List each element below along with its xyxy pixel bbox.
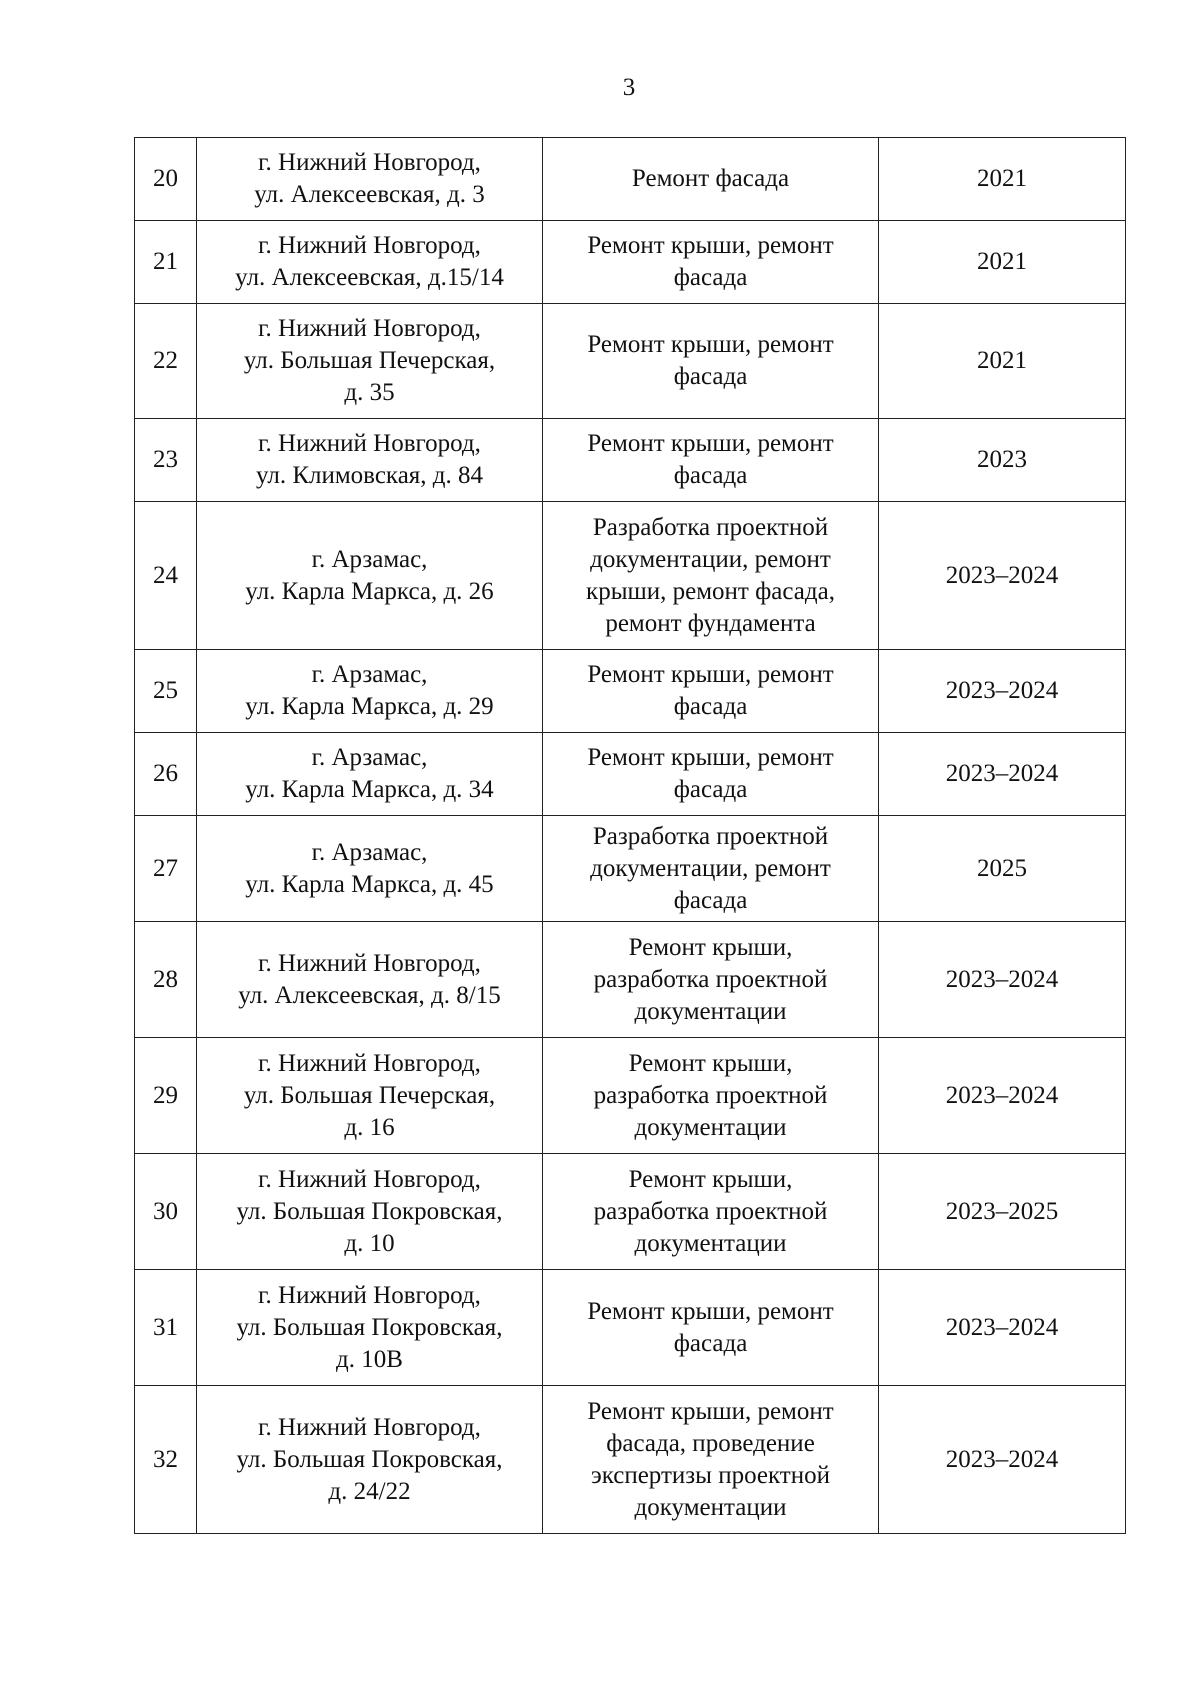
table-row <box>135 138 1126 221</box>
work-cell-line: документации, ремонт <box>590 854 831 882</box>
address-cell-line: г. Арзамас, <box>311 661 428 688</box>
work-cell-line: документации <box>634 1229 787 1257</box>
row-number: 30 <box>135 1154 197 1270</box>
work-cell-line: фасада <box>673 1329 748 1357</box>
row-number: 23 <box>135 419 197 502</box>
address-cell-line: д. 10В <box>336 1345 403 1373</box>
address-cell-line: г. Нижний Новгород, <box>258 232 481 259</box>
address-cell-line: г. Нижний Новгород, <box>258 1281 481 1309</box>
address-cell-line: д. 24/22 <box>328 1477 411 1505</box>
work-cell-line: разработка проектной <box>593 1081 828 1109</box>
work-cell <box>543 1038 879 1154</box>
work-cell <box>543 304 879 419</box>
address-cell <box>197 502 543 650</box>
objects-table <box>134 137 1126 1534</box>
table-row <box>135 419 1126 502</box>
table-row <box>135 650 1126 733</box>
work-cell-line: Ремонт крыши, <box>628 1165 793 1193</box>
years-cell: 2021 <box>879 138 1126 221</box>
work-cell-line: Разработка проектной <box>592 822 829 850</box>
work-cell <box>543 650 879 733</box>
years-cell: 2021 <box>879 221 1126 304</box>
table-row <box>135 304 1126 419</box>
work-cell-line: Ремонт крыши, ремонт <box>587 1397 834 1425</box>
row-number: 25 <box>135 650 197 733</box>
work-cell <box>543 1154 879 1270</box>
work-cell <box>543 733 879 816</box>
table-row <box>135 1270 1126 1386</box>
table-body <box>135 138 1126 1534</box>
work-cell-line: документации <box>634 1113 787 1141</box>
address-cell-line: ул. Климовская, д. 84 <box>255 462 484 489</box>
address-cell <box>197 1386 543 1534</box>
work-cell-line: фасада <box>673 363 748 390</box>
work-cell-line: Ремонт крыши, ремонт <box>587 661 834 688</box>
address-cell-line: д. 16 <box>344 1113 395 1141</box>
row-number: 27 <box>135 816 197 922</box>
work-cell-line: Ремонт крыши, <box>628 1049 793 1077</box>
address-cell-line: ул. Карла Маркса, д. 45 <box>245 870 494 898</box>
address-cell <box>197 922 543 1038</box>
address-cell-line: г. Нижний Новгород, <box>258 1165 481 1193</box>
address-cell-line: г. Нижний Новгород, <box>258 1049 481 1077</box>
address-cell <box>197 304 543 419</box>
work-cell-line: Ремонт крыши, ремонт <box>587 744 834 771</box>
work-cell <box>543 816 879 922</box>
address-cell-line: ул. Алексеевская, д. 8/15 <box>238 981 501 1009</box>
address-cell-line: д. 35 <box>344 379 395 406</box>
address-cell-line: ул. Карла Маркса, д. 26 <box>245 577 494 605</box>
address-cell-line: ул. Большая Покровская, <box>236 1197 503 1225</box>
address-cell-line: г. Нижний Новгород, <box>258 949 481 977</box>
years-cell: 2023 <box>879 419 1126 502</box>
row-number: 26 <box>135 733 197 816</box>
work-cell-line: Ремонт крыши, <box>628 933 793 961</box>
work-cell-line: Ремонт крыши, ремонт <box>587 1297 834 1325</box>
address-cell-line: г. Арзамас, <box>311 744 428 771</box>
work-cell-line: Ремонт фасада <box>631 165 790 192</box>
row-number: 28 <box>135 922 197 1038</box>
work-cell-line: фасада <box>673 886 748 914</box>
work-cell-line: фасада <box>673 693 748 720</box>
years-cell: 2023–2024 <box>879 733 1126 816</box>
address-cell <box>197 1270 543 1386</box>
address-cell <box>197 138 543 221</box>
row-number: 29 <box>135 1038 197 1154</box>
work-cell-line: фасада, проведение <box>606 1429 815 1457</box>
work-cell-line: документации <box>634 1493 787 1521</box>
address-cell-line: г. Нижний Новгород, <box>258 1413 481 1441</box>
table-row <box>135 733 1126 816</box>
work-cell-line: фасада <box>673 776 748 803</box>
years-cell: 2023–2025 <box>879 1154 1126 1270</box>
address-cell-line: д. 10 <box>344 1229 395 1257</box>
address-cell-line: ул. Алексеевская, д.15/14 <box>235 264 504 291</box>
years-cell: 2023–2024 <box>879 1386 1126 1534</box>
work-cell <box>543 1386 879 1534</box>
table-row <box>135 221 1126 304</box>
work-cell-line: Ремонт крыши, ремонт <box>587 232 834 259</box>
address-cell <box>197 733 543 816</box>
work-cell-line: документации <box>634 997 787 1025</box>
address-cell-line: ул. Большая Покровская, <box>236 1445 503 1473</box>
years-cell: 2023–2024 <box>879 1038 1126 1154</box>
row-number: 31 <box>135 1270 197 1386</box>
years-cell: 2023–2024 <box>879 922 1126 1038</box>
work-cell-line: Ремонт крыши, ремонт <box>587 331 834 358</box>
work-cell <box>543 922 879 1038</box>
address-cell <box>197 650 543 733</box>
work-cell-line: экспертизы проектной <box>590 1461 830 1489</box>
table-row <box>135 816 1126 922</box>
work-cell-line: Ремонт крыши, ремонт <box>587 430 834 457</box>
work-cell <box>543 221 879 304</box>
work-cell <box>543 1270 879 1386</box>
years-cell: 2025 <box>879 816 1126 922</box>
work-cell <box>543 502 879 650</box>
work-cell <box>543 138 879 221</box>
work-cell-line: крыши, ремонт фасада, <box>586 577 835 605</box>
address-cell-line: г. Нижний Новгород, <box>258 430 481 457</box>
address-cell-line: ул. Карла Маркса, д. 29 <box>245 693 494 720</box>
years-cell: 2021 <box>879 304 1126 419</box>
address-cell-line: г. Арзамас, <box>311 545 428 573</box>
work-cell-line: разработка проектной <box>593 965 828 993</box>
address-cell-line: ул. Большая Печерская, <box>243 347 496 374</box>
address-cell-line: ул. Карла Маркса, д. 34 <box>245 776 494 803</box>
work-cell-line: фасада <box>673 462 748 489</box>
row-number: 21 <box>135 221 197 304</box>
row-number: 22 <box>135 304 197 419</box>
row-number: 24 <box>135 502 197 650</box>
address-cell-line: ул. Большая Покровская, <box>236 1313 503 1341</box>
address-cell-line: г. Нижний Новгород, <box>258 149 481 176</box>
address-cell-line: ул. Большая Печерская, <box>243 1081 496 1109</box>
address-cell-line: г. Нижний Новгород, <box>258 315 481 342</box>
row-number: 32 <box>135 1386 197 1534</box>
address-cell <box>197 221 543 304</box>
address-cell <box>197 1154 543 1270</box>
table-row <box>135 1038 1126 1154</box>
address-cell <box>197 1038 543 1154</box>
address-cell-line: г. Арзамас, <box>311 838 428 866</box>
years-cell: 2023–2024 <box>879 1270 1126 1386</box>
address-cell <box>197 816 543 922</box>
table-row <box>135 502 1126 650</box>
address-cell <box>197 419 543 502</box>
address-cell-line: ул. Алексеевская, д. 3 <box>254 181 485 208</box>
years-cell: 2023–2024 <box>879 502 1126 650</box>
work-cell-line: документации, ремонт <box>590 545 831 573</box>
work-cell-line: фасада <box>673 264 748 291</box>
table-row <box>135 1386 1126 1534</box>
work-cell-line: ремонт фундамента <box>605 609 816 637</box>
table-row <box>135 1154 1126 1270</box>
table-row <box>135 922 1126 1038</box>
page-number: 3 <box>622 74 636 101</box>
work-cell-line: Разработка проектной <box>592 513 829 541</box>
row-number: 20 <box>135 138 197 221</box>
work-cell-line: разработка проектной <box>593 1197 828 1225</box>
years-cell: 2023–2024 <box>879 650 1126 733</box>
work-cell <box>543 419 879 502</box>
